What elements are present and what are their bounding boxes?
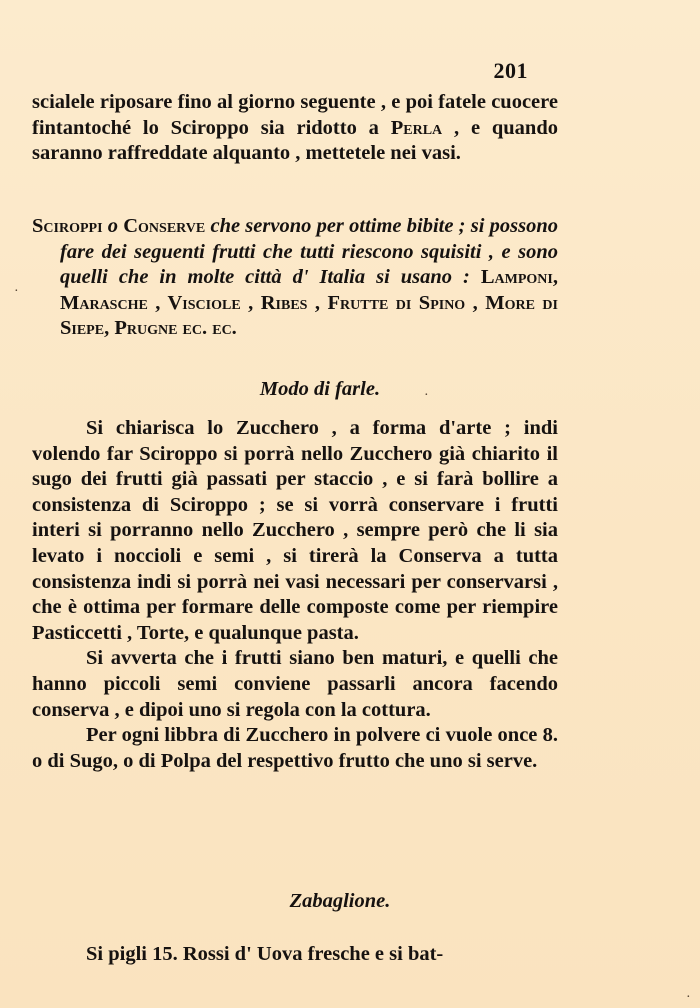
text-run: o — [102, 215, 124, 237]
ink-speck: · — [686, 990, 691, 1005]
section-heading: Zabaglione. — [289, 890, 391, 912]
paragraph-text: Si avverta che i frutti siano ben maturi, e quelli che hanno piccoli semi conviene passarli ancora facendo conserva , e dipoi uno si regola con la cottura. — [32, 647, 558, 721]
recipe-start — [32, 942, 558, 968]
paragraph-sciroppi — [32, 214, 558, 342]
ink-speck: · — [14, 284, 19, 299]
recipe-body — [32, 416, 558, 774]
term-sciroppi: Sciroppi — [32, 215, 103, 237]
text-run: scialele riposare fino al giorno seguente , e poi fatele cuocere fintantoché lo Sciroppo sia ridotto a — [32, 91, 558, 139]
ink-speck: · — [424, 388, 429, 403]
term-perla: Perla — [390, 116, 443, 139]
page-number: 201 — [493, 58, 528, 83]
paragraph-text: Per ogni libbra di Zucchero in polvere ci vuole once 8. o di Sugo, o di Polpa del respettivo frutto che uno si serve. — [32, 724, 558, 772]
section-heading: Modo di farle. — [259, 378, 381, 400]
paragraph-text: Si chiarisca lo Zucchero , a forma d'arte ; indi volendo far Sciroppo si porrà nello Zucchero già chiarito il sugo dei frutti già passati per staccio , e si farà bollire a consistenza di Sciroppo ; se si vorrà conservare i frutti interi si porranno nello Zucchero , sempre però che li sia levato i noccioli e semi , si tirerà la Conserva a tutta consistenza indi si porrà nei vasi necessari per conservarsi , che è ottima per formare delle composte come per riempire Pasticcetti , Torte, e qualunque pasta. — [32, 417, 558, 644]
paragraph-text — [32, 90, 558, 167]
paragraph-ending-recipe — [32, 90, 558, 167]
text-run: , e quando saranno raffreddate alquanto , mettetele nei vasi. — [32, 116, 558, 165]
italic-text: che servono per ottime bibite ; si possono fare dei seguenti frutti che tutti riescono squisiti , e sono quelli che in molte città d' Italia si usano : — [60, 215, 559, 289]
paragraph-text: Si pigli 15. Rossi d' Uova fresche e si bat- — [86, 943, 444, 965]
fruit-list: Lamponi, Marasche , Visciole , Ribes , Frutte di Spino , More di Siepe, Prugne ec. ec. — [60, 266, 558, 340]
paragraph-text — [32, 214, 558, 342]
term-conserve: Conserve — [123, 215, 206, 237]
